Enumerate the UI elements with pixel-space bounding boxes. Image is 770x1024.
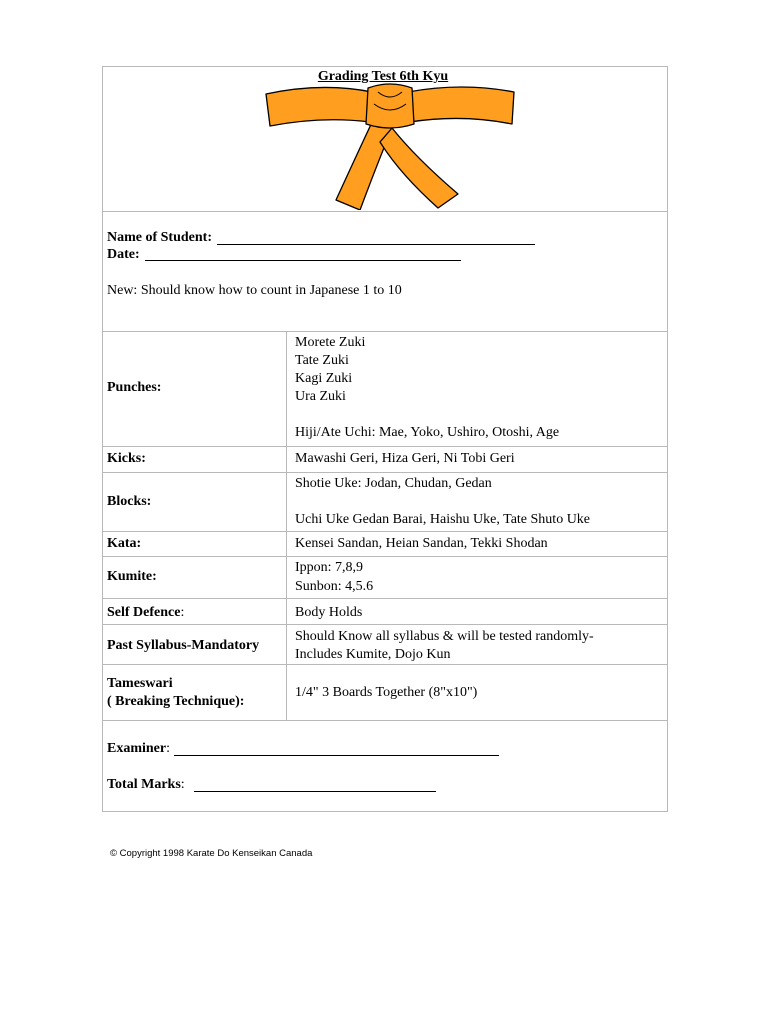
kicks-value: Mawashi Geri, Hiza Geri, Ni Tobi Geri [295,451,515,466]
row-divider [102,664,668,665]
self-defence-value: Body Holds [295,605,363,620]
punches-label: Punches: [107,380,162,395]
blocks-value-1: Shotie Uke: Jodan, Chudan, Gedan [295,476,492,491]
row-divider [102,598,668,599]
row-divider [102,446,668,447]
past-syllabus-label: Past Syllabus-Mandatory [107,638,260,653]
punch-item: Morete Zuki [295,335,366,350]
kicks-label: Kicks: [107,451,146,466]
tameswari-value: 1/4" 3 Boards Together (8"x10") [295,685,478,700]
kumite-value-1: Ippon: 7,8,9 [295,560,364,575]
total-marks-label: Total Marks: [107,777,185,792]
name-of-student-label: Name of Student: [107,230,212,245]
total-marks-field[interactable] [194,791,436,792]
date-label: Date: [107,247,140,262]
kata-label: Kata: [107,536,142,551]
row-divider [102,720,668,721]
punch-item: Tate Zuki [295,353,349,368]
column-divider [286,331,287,720]
breaking-technique-label: ( Breaking Technique): [107,694,245,709]
hiji-ate-uchi-text: Hiji/Ate Uchi: Mae, Yoko, Ushiro, Otoshi, Age [295,425,560,440]
kata-value: Kensei Sandan, Heian Sandan, Tekki Shodan [295,536,548,551]
self-defence-label: Self Defence: [107,605,185,620]
examiner-label: Examiner: [107,741,170,756]
past-syllabus-value-2: Includes Kumite, Dojo Kun [295,647,451,662]
row-divider [102,211,668,212]
page-title: Grading Test 6th Kyu [317,69,449,84]
row-divider [102,472,668,473]
row-divider [102,531,668,532]
date-field[interactable] [145,260,461,261]
punch-item: Ura Zuki [295,389,346,404]
copyright-notice: © Copyright 1998 Karate Do Kenseikan Canada [110,848,313,859]
punch-item: Kagi Zuki [295,371,353,386]
tameswari-label: Tameswari [107,676,173,691]
row-divider [102,556,668,557]
counting-note: New: Should know how to count in Japanese 1 to 10 [107,283,402,298]
blocks-label: Blocks: [107,494,152,509]
name-of-student-field[interactable] [217,244,535,245]
row-divider [102,331,668,332]
row-divider [102,624,668,625]
orange-belt-icon [262,82,518,210]
kumite-value-2: Sunbon: 4,5.6 [295,579,374,594]
examiner-field[interactable] [174,755,499,756]
blocks-value-2: Uchi Uke Gedan Barai, Haishu Uke, Tate Shuto Uke [295,512,591,527]
kumite-label: Kumite: [107,569,157,584]
past-syllabus-value-1: Should Know all syllabus & will be tested randomly- [295,629,594,644]
